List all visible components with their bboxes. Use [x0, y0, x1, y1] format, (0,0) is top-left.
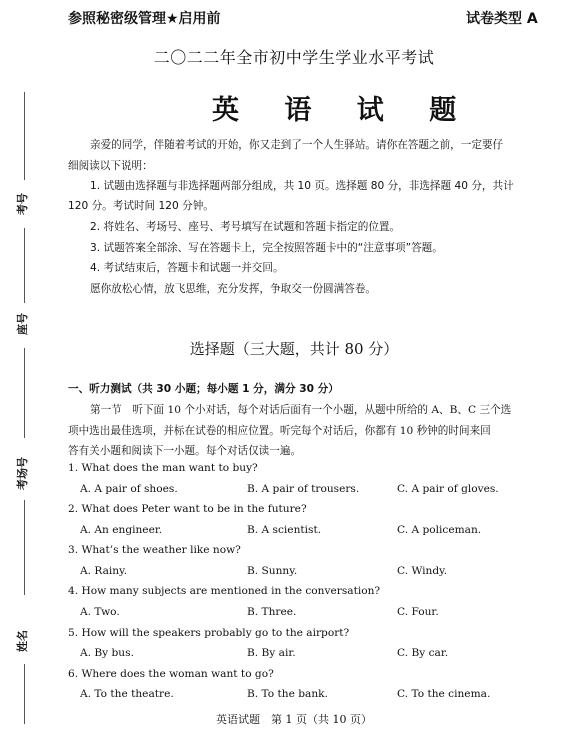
sidebar-line	[24, 228, 25, 303]
question-4: 4. How many subjects are mentioned in the conversation?	[68, 585, 381, 597]
question-2-option-c: C. A policeman.	[397, 524, 482, 536]
sidebar-room-number: 考场号	[16, 457, 29, 490]
note-4: 4. 考试结束后，答题卡和试题一并交回。	[90, 262, 284, 274]
sidebar-name: 姓名	[16, 630, 29, 652]
question-5-option-b: B. By air.	[247, 647, 296, 659]
question-4-option-b: B. Three.	[247, 606, 297, 618]
question-3-option-c: C. Windy.	[397, 565, 448, 577]
sidebar-line	[24, 348, 25, 438]
question-2-option-b: B. A scientist.	[247, 524, 322, 536]
exam-name: 二〇二二年全市初中学生学业水平考试	[153, 48, 435, 67]
question-4-option-c: C. Four.	[397, 606, 439, 618]
question-1-option-b: B. A pair of trousers.	[247, 483, 360, 495]
part1-instruction-line2: 项中选出最佳选项，并标在试卷的相应位置。听完每个对话后，你都有 10 秒钟的时间来回	[68, 425, 491, 437]
question-6-option-b: B. To the bank.	[247, 688, 328, 700]
note-3: 3. 试题答案全部涂、写在答题卡上，完全按照答题卡中的“注意事项”答题。	[90, 242, 443, 254]
sidebar-line	[24, 92, 25, 180]
sidebar-seat-number: 座号	[16, 313, 29, 335]
section-title: 选择题（三大题，共计 80 分）	[189, 340, 399, 358]
sidebar-exam-number: 考号	[16, 193, 29, 215]
question-4-option-a: A. Two.	[80, 606, 120, 618]
question-1: 1. What does the man want to buy?	[68, 462, 258, 474]
page-footer: 英语试题 第 1 页（共 10 页）	[216, 713, 372, 726]
question-6-option-c: C. To the cinema.	[397, 688, 491, 700]
note-1-line2: 120 分。考试时间 120 分钟。	[68, 200, 214, 212]
question-5-option-a: A. By bus.	[80, 647, 134, 659]
question-3-option-b: B. Sunny.	[247, 565, 298, 577]
note-2: 2. 将姓名、考场号、座号、考号填写在试题和答题卡指定的位置。	[90, 221, 401, 233]
paper-type-label: 试卷类型 A	[466, 11, 538, 27]
question-2-option-a: A. An engineer.	[80, 524, 163, 536]
question-1-option-c: C. A pair of gloves.	[397, 483, 499, 495]
question-5: 5. How will the speakers probably go to the airport?	[68, 627, 350, 639]
subject-title: 英 语 试 题	[212, 95, 475, 126]
question-3: 3. What’s the weather like now?	[68, 544, 241, 556]
confidentiality-label: 参照秘密级管理★启用前	[68, 11, 221, 27]
part1-heading: 一、听力测试（共 30 小题；每小题 1 分，满分 30 分）	[68, 383, 339, 395]
question-2: 2. What does Peter want to be in the future?	[68, 503, 307, 515]
note-1-line1: 1. 试题由选择题与非选择题两部分组成，共 10 页。选择题 80 分，非选择题 40 分，共计	[90, 180, 514, 192]
question-6-option-a: A. To the theatre.	[80, 688, 174, 700]
intro-greeting-line2: 细阅读以下说明：	[68, 160, 153, 172]
question-5-option-c: C. By car.	[397, 647, 449, 659]
sidebar-line	[24, 500, 25, 595]
part1-instruction-line3: 答有关小题和阅读下一小题。每个对话仅读一遍。	[68, 445, 302, 457]
question-3-option-a: A. Rainy.	[80, 565, 128, 577]
intro-wish: 愿你放松心情，放飞思维，充分发挥，争取交一份圆满答卷。	[90, 283, 377, 295]
part1-instruction-line1: 第一节 听下面 10 个小对话，每个对话后面有一个小题，从题中所给的 A、B、C 三个选	[90, 404, 512, 416]
question-6: 6. Where does the woman want to go?	[68, 668, 274, 680]
question-1-option-a: A. A pair of shoes.	[80, 483, 178, 495]
intro-greeting-line1: 亲爱的同学，伴随着考试的开始，你又走到了一个人生驿站。请你在答题之前，一定要仔	[90, 139, 504, 151]
